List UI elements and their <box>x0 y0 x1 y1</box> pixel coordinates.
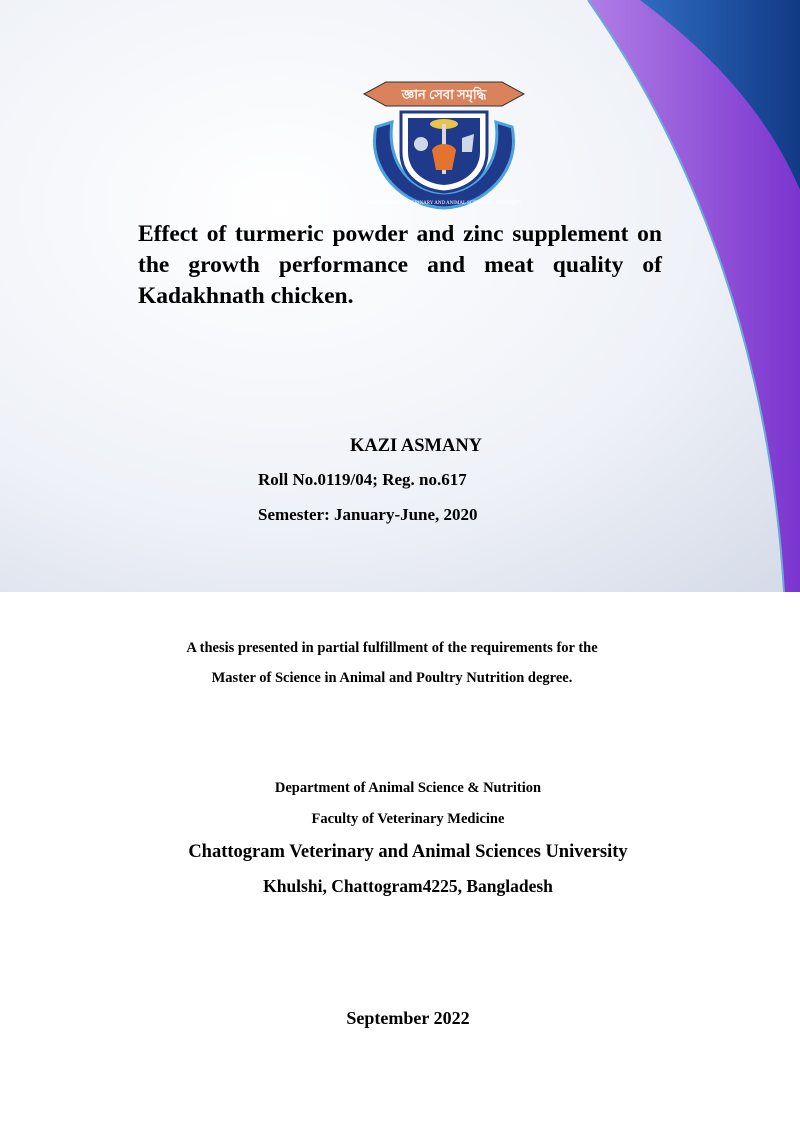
thesis-title: Effect of turmeric powder and zinc supplement on the growth performance and meat quality of Kadakhnath chicken. <box>138 221 662 309</box>
semester: Semester: January-June, 2020 <box>258 505 478 524</box>
university-name: Chattogram Veterinary and Animal Sciences University <box>188 842 628 862</box>
logo-banner-text: জ্ঞান সেবা সমৃদ্ধি <box>401 87 487 102</box>
thesis-statement-line2: Master of Science in Animal and Poultry Nutrition degree. <box>211 670 573 686</box>
submission-date: September 2022 <box>346 1008 470 1028</box>
author-name: KAZI ASMANY <box>349 436 483 456</box>
thesis-statement-line1: A thesis presented in partial fulfillment of the requirements for the <box>186 640 598 656</box>
roll-number: Roll No.0119/04; Reg. no.617 <box>258 470 467 489</box>
logo-ring-text: CHATTOGRAM VETERINARY AND ANIMAL SCIENCES UNIVERSITY <box>366 201 522 206</box>
university-address: Khulshi, Chattogram4225, Bangladesh <box>263 876 553 896</box>
faculty: Faculty of Veterinary Medicine <box>311 811 505 827</box>
department: Department of Animal Science & Nutrition <box>274 780 542 796</box>
university-logo <box>356 72 532 210</box>
